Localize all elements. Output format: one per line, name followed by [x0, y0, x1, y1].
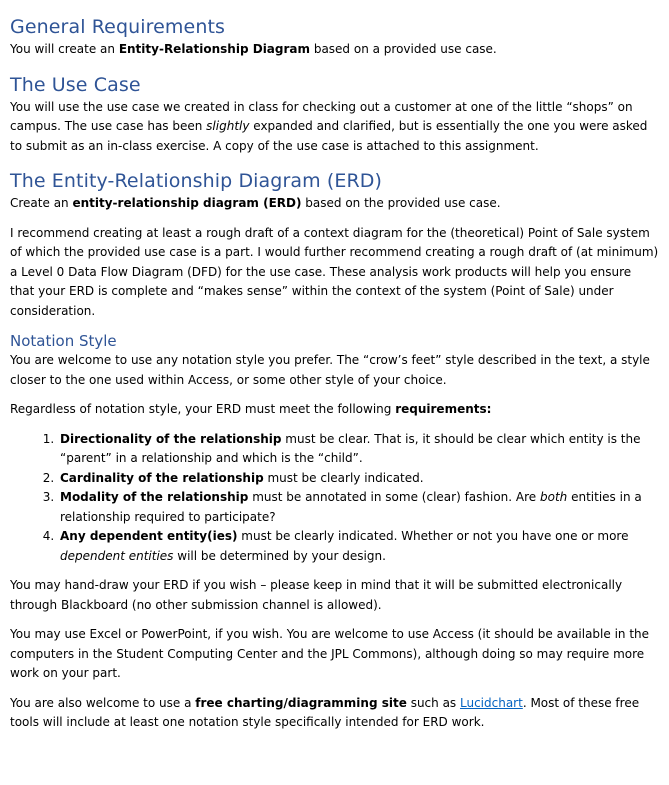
- requirement-modality: 3. Modality of the relationship must be annotated in some (clear) fashion. Are both entities in a relationship required to participate?: [58, 488, 659, 527]
- requirements-intro-paragraph: Regardless of notation style, your ERD must meet the following requirements:: [10, 402, 492, 416]
- use-case-paragraph: You will use the use case we created in class for checking out a customer at one of the little “shops” on campus. The use case has been slightly expanded and clarified, but is essentially the one you were asked to submit as an in-class exercise. A copy of the use case is attached to this assignment.: [10, 99, 648, 153]
- requirement-directionality: 1. Directionality of the relationship must be clear. That is, it should be clear which entity is the “parent” in a relationship and which is the “child”.: [58, 430, 659, 469]
- requirement-cardinality: 2. Cardinality of the relationship must be clearly indicated.: [58, 469, 659, 489]
- general-intro-paragraph: You will create an Entity-Relationship Diagram based on a provided use case.: [10, 42, 497, 56]
- free-site-paragraph: You are also welcome to use a free charting/diagramming site such as Lucidchart. Most of these free tools will include at least one notation style specifically intended for ERD work.: [10, 695, 640, 729]
- excel-powerpoint-paragraph: You may use Excel or PowerPoint, if you wish. You are welcome to use Access (it should be available in the computers in the Student Computing Center and the JPL Commons), although doing so may require more work on your part.: [10, 627, 650, 680]
- lucidchart-link[interactable]: Lucidchart: [459, 695, 523, 710]
- heading-notation-style: Notation Style: [10, 332, 117, 350]
- erd-recommendation-paragraph: I recommend creating at least a rough draft of a context diagram for the (theoretical) Point of Sale system of which the provided use case is a part. I would further recommend creating a rough draft of (at minimum) a Level 0 Data Flow Diagram (DFD) for the use case. These analysis work products will help you ensure that your ERD is complete and “makes sense” within the context of the system (Point of Sale) under consideration.: [10, 225, 659, 318]
- notation-paragraph: You are welcome to use any notation style you prefer. The “crow’s feet” style described in the text, a style closer to the one used within Access, or some other style of your choice.: [10, 353, 650, 387]
- requirements-list: [10, 430, 659, 567]
- requirement-dependent-entities: 4. Any dependent entity(ies) must be clearly indicated. Whether or not you have one or more dependent entities will be determined by your design.: [58, 527, 659, 566]
- heading-general-requirements: General Requirements: [10, 16, 226, 38]
- erd-intro-paragraph: Create an entity-relationship diagram (ERD) based on the provided use case.: [10, 196, 501, 210]
- heading-erd: The Entity-Relationship Diagram (ERD): [10, 170, 383, 192]
- heading-use-case: The Use Case: [10, 73, 141, 96]
- hand-draw-paragraph: You may hand-draw your ERD if you wish – please keep in mind that it will be submitted electronically through Blackboard (no other submission channel is allowed).: [10, 578, 623, 612]
